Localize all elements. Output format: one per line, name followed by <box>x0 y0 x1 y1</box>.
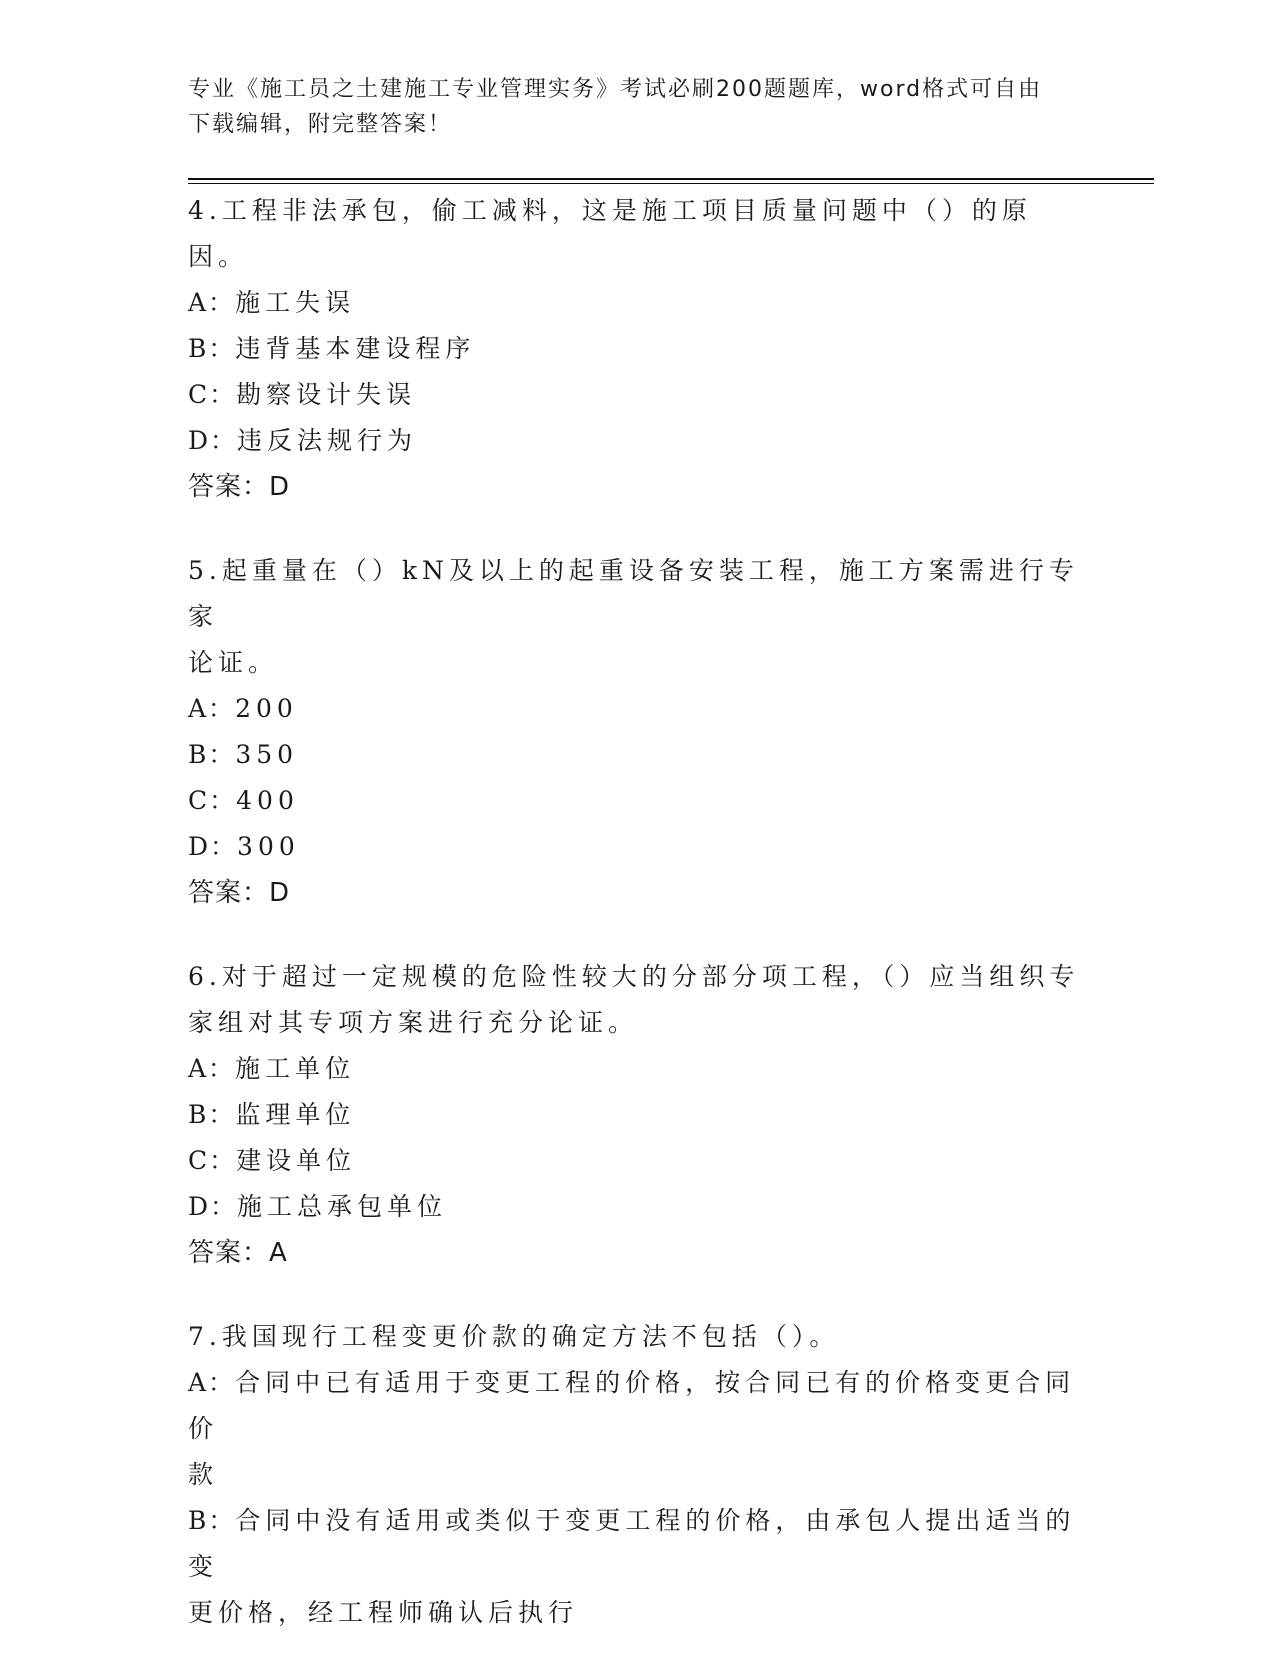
question-stem-continued: 论证。 <box>188 648 279 677</box>
header-line-2: 下载编辑，附完整答案！ <box>188 112 453 137</box>
option-label: D： <box>188 426 238 455</box>
option-text: 违背基本建设程序 <box>235 334 476 363</box>
option-text: 300 <box>237 832 300 861</box>
option-d <box>188 418 1088 464</box>
option-label: A： <box>188 288 236 317</box>
document-header <box>188 72 1078 142</box>
option-label: A： <box>188 1054 236 1083</box>
option-label: A： <box>188 1368 236 1397</box>
option-text: 合同中没有适用或类似于变更工程的价格，由承包人提出适当的变 <box>188 1506 1076 1581</box>
answer: 答案：D <box>188 878 291 908</box>
option-label: C： <box>188 380 237 409</box>
answer: 答案：D <box>188 472 291 502</box>
answer: 答案：A <box>188 1238 288 1268</box>
option-a <box>188 1046 1088 1092</box>
option-c <box>188 372 1088 418</box>
option-text: 监理单位 <box>235 1100 356 1129</box>
option-label: B： <box>188 740 236 769</box>
option-d <box>188 824 1088 870</box>
option-b <box>188 1092 1088 1138</box>
option-a <box>188 1360 1088 1452</box>
question-stem: 7.我国现行工程变更价款的确定方法不包括（）。 <box>188 1322 840 1351</box>
header-divider-thick <box>188 178 1154 180</box>
question-5 <box>188 548 1088 916</box>
option-c <box>188 1138 1088 1184</box>
question-6 <box>188 954 1088 1276</box>
question-list <box>188 188 1088 1674</box>
option-text: 建设单位 <box>236 1146 357 1175</box>
option-a <box>188 686 1088 732</box>
option-b <box>188 326 1088 372</box>
option-text: 350 <box>235 740 299 769</box>
option-text: 施工单位 <box>235 1054 356 1083</box>
option-text: 施工失误 <box>235 288 356 317</box>
option-text: 施工总承包单位 <box>237 1192 448 1221</box>
option-b <box>188 1498 1088 1590</box>
option-label: D： <box>188 832 238 861</box>
option-label: A： <box>188 694 236 723</box>
question-4 <box>188 188 1088 510</box>
question-stem: 5.起重量在（）kN及以上的起重设备安装工程，施工方案需进行专家 <box>188 556 1079 631</box>
option-label: C： <box>188 1146 237 1175</box>
option-text: 200 <box>235 694 298 723</box>
option-label: C： <box>188 786 237 815</box>
option-b-continued: 更价格，经工程师确认后执行 <box>188 1598 579 1627</box>
header-divider-thin <box>188 183 1154 184</box>
option-label: B： <box>188 334 236 363</box>
option-d <box>188 1184 1088 1230</box>
question-stem-continued: 家组对其专项方案进行充分论证。 <box>188 1008 639 1037</box>
option-c <box>188 778 1088 824</box>
option-text: 400 <box>236 786 299 815</box>
option-label: D： <box>188 1192 238 1221</box>
option-label: B： <box>188 1100 236 1129</box>
option-label: B： <box>188 1506 236 1535</box>
question-stem: 6.对于超过一定规模的危险性较大的分部分项工程，（）应当组织专 <box>188 962 1080 991</box>
option-text: 违反法规行为 <box>237 426 418 455</box>
question-7 <box>188 1314 1088 1636</box>
option-a <box>188 280 1088 326</box>
option-b <box>188 732 1088 778</box>
option-text: 勘察设计失误 <box>236 380 417 409</box>
option-text: 合同中已有适用于变更工程的价格，按合同已有的价格变更合同价 <box>188 1368 1076 1443</box>
question-stem: 4.工程非法承包，偷工减料，这是施工项目质量问题中（）的原因。 <box>188 196 1032 271</box>
option-a-continued: 款 <box>188 1460 219 1489</box>
header-line-1: 专业《施工员之土建施工专业管理实务》考试必刷200题题库，word格式可自由 <box>188 77 1043 102</box>
